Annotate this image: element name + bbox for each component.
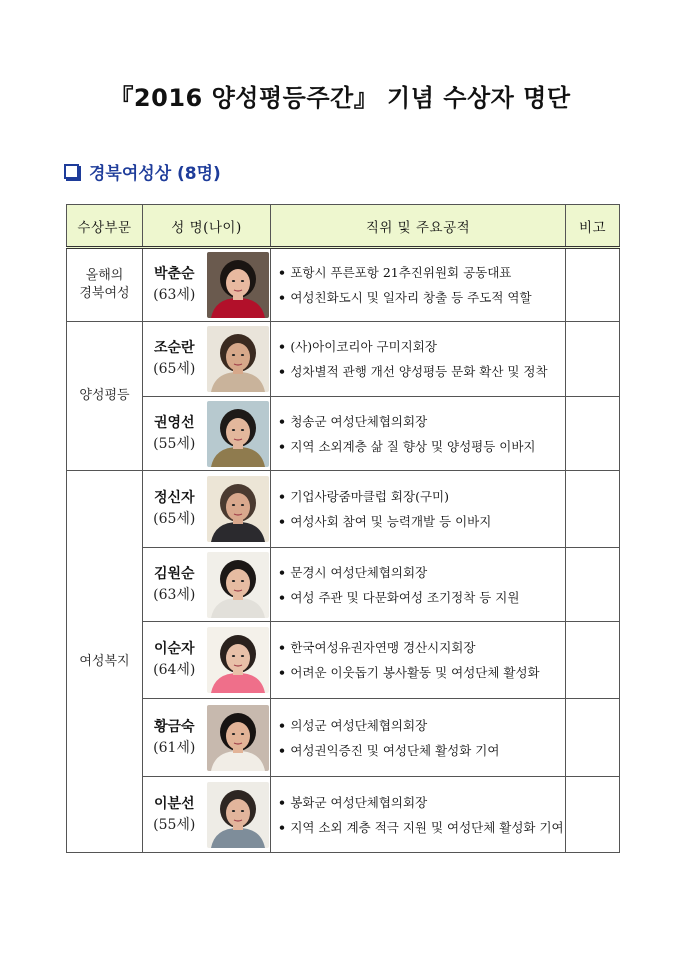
awardee-name: 이순자: [153, 641, 195, 657]
awardee-photo: [207, 476, 269, 542]
photo-cell: [206, 397, 271, 471]
table-row: [67, 548, 620, 622]
header-category: 수상부문: [67, 205, 143, 248]
table-row: [67, 622, 620, 699]
photo-cell: [206, 322, 271, 397]
photo-cell: [206, 471, 271, 548]
awardee-name: 권영선: [153, 414, 195, 431]
awardee-age: (63세): [153, 586, 196, 603]
awardee-photo: [207, 627, 269, 693]
achievement-item: • 지역 소외계층 삶 질 향상 및 양성평등 이바지: [278, 434, 565, 459]
remarks-cell: [566, 248, 620, 322]
achievements-cell: [271, 699, 566, 777]
achievement-item: • 성차별적 관행 개선 양성평등 문화 확산 및 정착: [278, 359, 565, 384]
awardee-name: 황금숙: [153, 718, 195, 735]
header-position-achievements: 직위 및 주요공적: [271, 205, 566, 248]
name-age-cell: [143, 322, 206, 397]
name-age-cell: [143, 397, 206, 471]
awardee-photo: [207, 326, 269, 392]
awardee-age: (63세): [153, 287, 196, 303]
remarks-cell: [566, 622, 620, 699]
name-age-cell: [143, 548, 206, 622]
awardee-photo: [207, 252, 269, 318]
name-age-cell: [143, 248, 206, 322]
checkbox-square-icon: [64, 164, 79, 179]
table-row: [67, 322, 620, 397]
awardee-table: [66, 204, 620, 853]
achievement-item: • 기업사랑줌마클럽 회장(구미): [278, 484, 565, 509]
photo-cell: [206, 777, 271, 853]
table-row: [67, 699, 620, 777]
achievement-item: • 여성친화도시 및 일자리 창출 등 주도적 역할: [278, 285, 565, 310]
remarks-cell: [566, 548, 620, 622]
section-label: 경북여성상 (8명): [89, 163, 221, 184]
achievement-item: • 포항시 푸른포항 21추진위원회 공동대표: [278, 260, 565, 285]
name-age-cell: [143, 777, 206, 853]
awardee-photo: [207, 705, 269, 771]
awardee-name: 박춘순: [153, 266, 195, 282]
achievements-cell: [271, 777, 566, 853]
awardee-age: (65세): [153, 361, 196, 377]
achievements-cell: [271, 322, 566, 397]
remarks-cell: [566, 699, 620, 777]
awardee-name: 정신자: [153, 490, 195, 506]
achievements-cell: [271, 397, 566, 471]
achievement-item: • 여성 주관 및 다문화여성 조기정착 등 지원: [278, 585, 565, 610]
achievement-item: • 의성군 여성단체협의회장: [278, 713, 565, 738]
photo-cell: [206, 699, 271, 777]
table-row: [67, 777, 620, 853]
achievement-item: • 봉화군 여성단체협의회장: [278, 790, 565, 815]
awardee-photo: [207, 401, 269, 467]
category-cell: [67, 248, 143, 322]
awardee-name: 이분선: [153, 795, 195, 812]
awardee-age: (55세): [153, 816, 196, 833]
photo-cell: [206, 248, 271, 322]
category-label: 양성평등: [79, 388, 130, 403]
achievement-item: • 한국여성유권자연맹 경산시지회장: [278, 635, 565, 660]
awardee-photo: [207, 552, 269, 618]
remarks-cell: [566, 471, 620, 548]
table-row: [67, 397, 620, 471]
awardee-photo: [207, 782, 269, 848]
name-age-cell: [143, 471, 206, 548]
achievements-cell: [271, 248, 566, 322]
photo-cell: [206, 622, 271, 699]
achievement-item: • 여성권익증진 및 여성단체 활성화 기여: [278, 738, 565, 763]
category-label: 여성복지: [79, 653, 130, 669]
achievements-cell: [271, 471, 566, 548]
awardee-age: (61세): [153, 739, 196, 756]
table-row: [67, 471, 620, 548]
achievement-item: • 청송군 여성단체협의회장: [278, 409, 565, 434]
category-cell: [67, 322, 143, 471]
achievement-item: • 지역 소외 계층 적극 지원 및 여성단체 활성화 기여: [278, 815, 565, 840]
achievements-cell: [271, 548, 566, 622]
header-name-age: 성 명(나이): [143, 205, 271, 248]
name-age-cell: [143, 699, 206, 777]
name-age-cell: [143, 622, 206, 699]
header-remarks: 비고: [566, 205, 620, 248]
category-cell: [67, 471, 143, 853]
awardee-name: 조순란: [153, 340, 195, 356]
achievements-cell: [271, 622, 566, 699]
awardee-age: (65세): [153, 511, 196, 527]
remarks-cell: [566, 397, 620, 471]
page-title: 『2016 양성평등주간』 기념 수상자 명단: [109, 84, 571, 112]
achievement-item: • 여성사회 참여 및 능력개발 등 이바지: [278, 509, 565, 534]
awardee-age: (55세): [153, 435, 196, 452]
awardee-name: 김원순: [153, 565, 195, 582]
table-header-row: [67, 205, 620, 248]
awardee-age: (64세): [153, 662, 196, 678]
category-label: 올해의 경북여성: [79, 268, 130, 301]
section-heading: [64, 160, 221, 182]
achievement-item: • 어려운 이웃돕기 봉사활동 및 여성단체 활성화: [278, 660, 565, 685]
achievement-item: • 문경시 여성단체협의회장: [278, 560, 565, 585]
remarks-cell: [566, 322, 620, 397]
photo-cell: [206, 548, 271, 622]
achievement-item: • (사)아이코리아 구미지회장: [278, 334, 565, 359]
table-row: [67, 248, 620, 322]
remarks-cell: [566, 777, 620, 853]
